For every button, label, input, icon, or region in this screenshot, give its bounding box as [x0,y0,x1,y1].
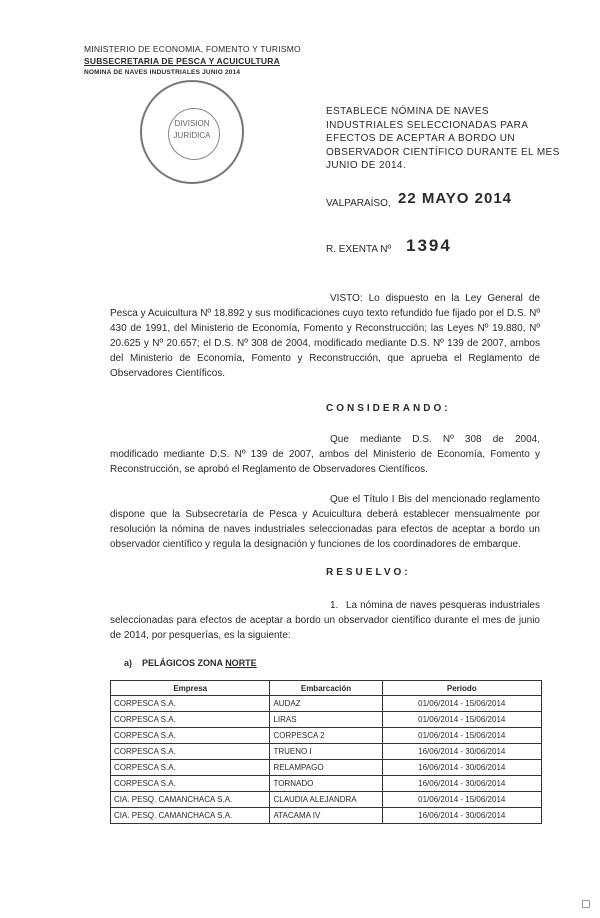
considerando-paragraph-1 [110,432,540,477]
section-a-heading [124,658,257,668]
cell-periodo: 01/06/2014 - 15/06/2014 [382,696,541,712]
section-a-label: PELÁGICOS ZONA [142,658,223,668]
document-title: ESTABLECE NÓMINA DE NAVES INDUSTRIALES SELECCIONADAS PARA EFECTOS DE ACEPTAR A BORDO UN OBSERVADOR CIENTÍFICO DURANTE EL MES JUNIO DE 2014. [326,106,560,171]
considerando-2-rest: dispone que la Subsecretaría de Pesca y Acuicultura deberá establecer mensualmente por resolución la nómina de naves industriales seleccionadas para efectos de aceptar a bordo un observador científico y regula la designación y funciones de los coordinadores de embarque. [110,509,540,550]
header-embarcacion: Embarcación [270,681,382,696]
cell-empresa: CORPESCA S.A. [111,776,270,792]
table-row [111,744,542,760]
cell-embarcacion: AUDAZ [270,696,382,712]
resuelvo-item-number: 1. [330,600,339,611]
stamped-date: 22 MAYO 2014 [398,190,513,207]
header-empresa: Empresa [111,681,270,696]
visto-lead: VISTO: Lo dispuesto en la Ley General de Pesca [110,293,540,319]
considerando-heading: CONSIDERANDO: [326,403,451,414]
resuelvo-1-lead: La nómina de naves pesqueras industriales [346,600,540,611]
vessels-table [110,680,542,824]
table-row [111,696,542,712]
resuelvo-1-rest: seleccionadas para efectos de aceptar a bordo un observador científico durante el mes de junio de 2014, por pesquerías, es la siguiente: [110,615,540,641]
cell-embarcacion: ATACAMA IV [270,808,382,824]
cell-empresa: CORPESCA S.A. [111,712,270,728]
cell-embarcacion: TORNADO [270,776,382,792]
section-a-label-underlined: NORTE [225,658,257,668]
cell-empresa: CORPESCA S.A. [111,744,270,760]
visto-paragraph [110,291,540,381]
table-row [111,808,542,824]
resuelvo-paragraph-1 [110,598,540,643]
stamp-line-2: JURIDICA [173,131,211,140]
table-row [111,760,542,776]
resolution-number: 1394 [406,236,452,255]
cell-embarcacion: TRUENO I [270,744,382,760]
table-header-row [111,681,542,696]
stamp-text [142,118,242,142]
cell-periodo: 16/06/2014 - 30/06/2014 [382,760,541,776]
cell-empresa: CIA. PESQ. CAMANCHACA S.A. [111,808,270,824]
cell-embarcacion: CLAUDIA ALEJANDRA [270,792,382,808]
page-corner-mark [582,900,590,908]
cell-embarcacion: LIRAS [270,712,382,728]
section-a-letter: a) [124,658,133,668]
ministry-name: MINISTERIO DE ECONOMIA, FOMENTO Y TURISMO [84,44,301,54]
place-label: VALPARAÍSO, [326,198,391,209]
cell-empresa: CORPESCA S.A. [111,696,270,712]
considerando-1-rest: mediante D.S. Nº 139 de 2007, ambos del Ministerio de Economía, Fomento y Reconstrucción, se aprobó el Reglamento de Observadores Científicos. [110,449,540,475]
cell-periodo: 16/06/2014 - 30/06/2014 [382,808,541,824]
cell-embarcacion: CORPESCA 2 [270,728,382,744]
cell-periodo: 01/06/2014 - 15/06/2014 [382,792,541,808]
stamp-line-1: DIVISION [174,119,210,128]
table-row [111,776,542,792]
exenta-label: R. EXENTA Nº [326,244,392,255]
resuelvo-heading: RESUELVO: [326,567,411,578]
cell-empresa: CORPESCA S.A. [111,760,270,776]
cell-periodo: 01/06/2014 - 15/06/2014 [382,712,541,728]
cell-periodo: 16/06/2014 - 30/06/2014 [382,744,541,760]
official-seal-stamp [140,80,244,184]
cell-empresa: CIA. PESQ. CAMANCHACA S.A. [111,792,270,808]
header-periodo: Periodo [382,681,541,696]
considerando-paragraph-2 [110,492,540,552]
cell-periodo: 16/06/2014 - 30/06/2014 [382,776,541,792]
table-row [111,712,542,728]
document-subtitle: NOMINA DE NAVES INDUSTRIALES JUNIO 2014 [84,69,241,76]
cell-periodo: 01/06/2014 - 15/06/2014 [382,728,541,744]
visto-rest: y Acuicultura Nº 18.892 y sus modificaciones cuyo texto refundido fue fijado por el D.S. Nº 430 de 1991, del Ministerio de Economía, Fomento y Reconstrucción; las Leyes Nº 19.880, Nº 20.625 y Nº 20.657; el D.S. Nº 308 de 2004, modificado mediante D.S. Nº 139 de 2007, ambos del Ministerio de Economía, Fomento y Reconstrucción, que aprueba el Reglamento de Observadores Científicos. [110,308,540,379]
considerando-2-lead: Que el Título I Bis del mencionado reglamento [330,494,540,505]
subsecretaria-name: SUBSECRETARIA DE PESCA Y ACUICULTURA [84,56,280,66]
table-row [111,728,542,744]
considerando-1-lead: Que mediante D.S. Nº 308 de 2004, modificado [110,434,540,460]
cell-embarcacion: RELAMPAGO [270,760,382,776]
cell-empresa: CORPESCA S.A. [111,728,270,744]
table-row [111,792,542,808]
